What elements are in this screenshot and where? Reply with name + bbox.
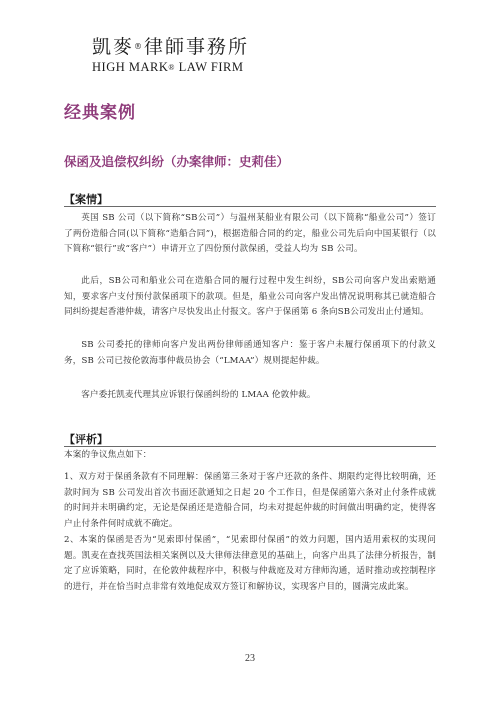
analysis-intro: 本案的争议焦点如下：: [64, 450, 152, 460]
analysis-heading: 【评析】: [64, 433, 108, 446]
page-number: 23: [245, 653, 255, 664]
facts-paragraph: SB 公司委托的律师向客户发出两份律师函通知客户：鉴于客户未履行保函项下的付款义务，SB 公司已按伦敦海事仲裁员协会（“LMAA”）规则提起仲裁。: [64, 340, 436, 366]
section-title: 经典案例: [64, 103, 136, 123]
facts-paragraph: 此后，SB公司和船业公司在造船合同的履行过程中发生纠纷，SB公司向客户发出索赔通知，要求客户支付预付款保函项下的款项。但是，船业公司向客户发出情况说明称其已就造船合同纠纷提起香港仲裁，请客户尽快发出止付报文。客户于保函第 6 条向SB公司发出止付通知。: [64, 276, 436, 318]
firm-logo: [92, 36, 292, 75]
facts-divider: [64, 206, 436, 207]
facts-paragraph: 英国 SB 公司（以下简称“SB公司”）与温州某船业有限公司（以下简称“船业公司”）签订了两份造船合同(以下简称“造船合同”)，根据造船合同的约定，船业公司先后向中国某银行（以下简称“银行”或“客户”）申请开立了四份预付款保函，受益人均为 SB 公司。: [64, 213, 436, 255]
logo-english: HIGH MARK® LAW FIRM: [92, 60, 244, 74]
facts-heading: 【案情】: [64, 193, 108, 206]
facts-paragraph: 客户委托凯麦代理其应诉银行保函纠纷的 LMAA 伦敦仲裁。: [81, 390, 316, 400]
logo-chinese: 凱麥®律師事務所: [92, 36, 250, 58]
analysis-paragraph: 1、双方对于保函条款有不同理解：保函第三条对于客户还款的条件、期限约定得比较明确，还款时间为 SB 公司发出首次书面还款通知之日起 20 个工作日，但是保函第六条对止付条件成就的时间并未明确约定，无论是保函还是造船合同，均未对提起仲裁的时间做出明确约定，使得客户止付条件何时成就不确定。: [64, 472, 436, 529]
analysis-paragraph: 2、本案的保函是否为“见索即付保函”，“见索即付保函”的效力问题，国内适用索权的实现问题。凯麦在查找英国法相关案例以及大律师法律意见的基础上，向客户出具了法律分析报告，制定了应诉策略，同时，在伦敦仲裁程序中，积极与仲裁庭及对方律师沟通，适时推动或控制程序的进行，并在恰当时点非常有效地促成双方签订和解协议，实现客户目的，圆满完成此案。: [64, 535, 436, 592]
analysis-divider: [64, 446, 436, 447]
case-title: 保函及追偿权纠纷（办案律师：史莉佳）: [64, 154, 290, 169]
